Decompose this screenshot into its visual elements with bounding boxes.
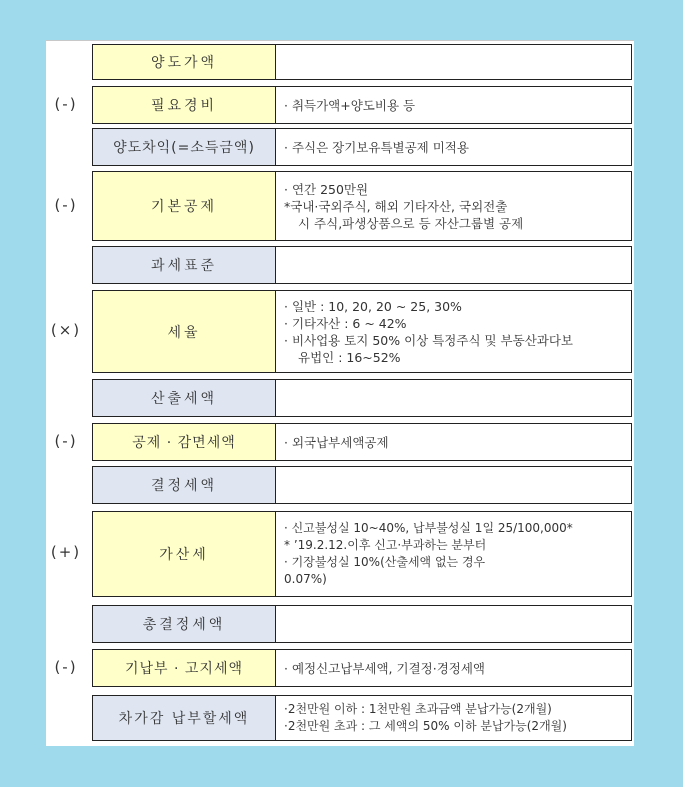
description-line: · 일반 : 10, 20, 20 ~ 25, 30%	[284, 298, 462, 314]
table-row	[46, 290, 634, 373]
table-row	[46, 171, 634, 241]
operator: (-)	[54, 432, 78, 450]
table-row	[46, 466, 634, 504]
row-label: 양도차익(=소득금액)	[92, 128, 276, 166]
row-label: 가산세	[92, 511, 276, 597]
table-row	[46, 649, 634, 687]
row-description	[276, 423, 632, 461]
row-label: 산출세액	[92, 379, 276, 417]
description-line: ·2천만원 초과 : 그 세액의 50% 이하 분납가능(2개월)	[284, 719, 567, 733]
row-label: 총결정세액	[92, 605, 276, 643]
row-description	[276, 86, 632, 124]
row-description	[276, 171, 632, 241]
table-row	[46, 695, 634, 741]
row-description	[276, 511, 632, 597]
description-line: · 기타자산 : 6 ~ 42%	[284, 315, 407, 331]
row-label: 양도가액	[92, 44, 276, 80]
description-line: * ’19.2.12.이후 신고·부과하는 분부터	[284, 538, 487, 552]
table-row	[46, 423, 634, 461]
row-description	[276, 649, 632, 687]
table-row	[46, 379, 634, 417]
description-line: · 주식은 장기보유특별공제 미적용	[284, 139, 469, 155]
row-description	[276, 290, 632, 373]
description-line: · 취득가액+양도비용 등	[284, 97, 416, 113]
row-label: 기본공제	[92, 171, 276, 241]
description-line: 유법인 : 16~52%	[298, 349, 401, 365]
row-description	[276, 44, 632, 80]
description-line: *국내·국외주식, 해외 기타자산, 국외전출	[284, 198, 508, 214]
row-description	[276, 605, 632, 643]
row-label: 세율	[92, 290, 276, 373]
description-line: · 신고불성실 10~40%, 납부불성실 1일 25/100,000*	[284, 521, 573, 535]
description-line: · 기장불성실 10%(산출세액 없는 경우	[284, 555, 486, 569]
row-label: 과세표준	[92, 246, 276, 284]
row-label: 공제 · 감면세액	[92, 423, 276, 461]
table-row	[46, 511, 634, 597]
tax-calculation-table	[46, 40, 634, 746]
description-line: 시 주식,파생상품으로 등 자산그룹별 공제	[298, 215, 524, 231]
row-label: 차가감 납부할세액	[92, 695, 276, 741]
table-row	[46, 128, 634, 166]
row-label: 기납부 · 고지세액	[92, 649, 276, 687]
description-line: · 비사업용 토지 50% 이상 특정주식 및 부동산과다보	[284, 332, 573, 348]
operator: (-)	[54, 658, 78, 676]
description-line: 0.07%)	[284, 572, 327, 586]
row-description	[276, 128, 632, 166]
operator: (-)	[54, 95, 78, 113]
row-label: 필요경비	[92, 86, 276, 124]
operator: (×)	[50, 321, 82, 339]
table-row	[46, 86, 634, 124]
operator: (+)	[50, 543, 82, 561]
table-row	[46, 605, 634, 643]
row-description	[276, 466, 632, 504]
row-description	[276, 379, 632, 417]
row-description	[276, 246, 632, 284]
description-line: ·2천만원 이하 : 1천만원 초과금액 분납가능(2개월)	[284, 702, 552, 716]
description-line: · 연간 250만원	[284, 181, 369, 197]
description-line: · 예정신고납부세액, 기결정·경정세액	[284, 660, 485, 676]
description-line: · 외국납부세액공제	[284, 434, 389, 450]
row-description	[276, 695, 632, 741]
operator: (-)	[54, 196, 78, 214]
table-row	[46, 44, 634, 80]
table-row	[46, 246, 634, 284]
row-label: 결정세액	[92, 466, 276, 504]
